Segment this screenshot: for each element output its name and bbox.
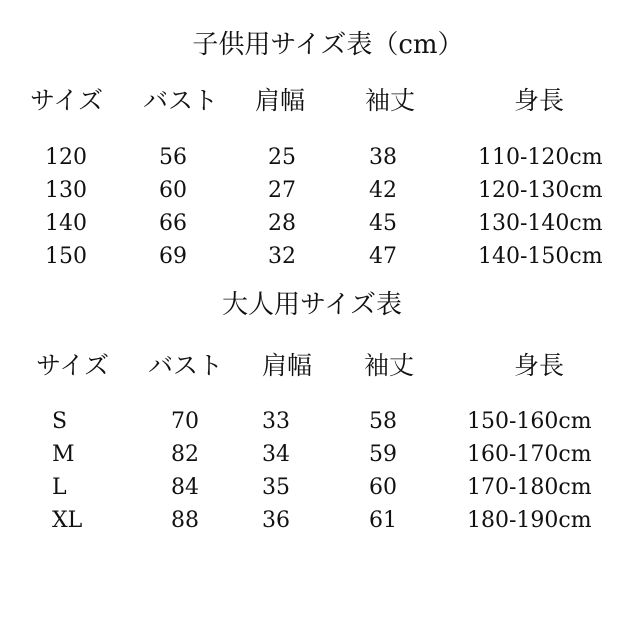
kids-header-size: サイズ: [30, 86, 104, 115]
adult-cell-sleeve: 58: [369, 409, 397, 434]
kids-cell-sleeve: 38: [369, 145, 397, 170]
adult-cell-bust: 70: [171, 409, 199, 434]
kids-header-sleeve: 袖丈: [365, 86, 416, 115]
kids-cell-size: 150: [45, 244, 87, 269]
adult-table-title: 大人用サイズ表: [222, 290, 402, 320]
adult-cell-size: M: [52, 442, 75, 467]
adult-cell-shoulder: 36: [262, 508, 290, 533]
kids-cell-size: 120: [45, 145, 87, 170]
kids-cell-shoulder: 27: [268, 178, 296, 203]
kids-cell-shoulder: 28: [268, 211, 296, 236]
adult-header-bust: バスト: [148, 351, 224, 380]
adult-cell-shoulder: 34: [262, 442, 290, 467]
kids-cell-sleeve: 47: [369, 244, 397, 269]
kids-header-bust: バスト: [143, 86, 219, 115]
adult-cell-sleeve: 59: [369, 442, 397, 467]
adult-header-sleeve: 袖丈: [364, 351, 415, 380]
kids-cell-size: 130: [45, 178, 87, 203]
adult-cell-bust: 82: [171, 442, 199, 467]
kids-cell-bust: 60: [159, 178, 187, 203]
adult-header-shoulder: 肩幅: [262, 351, 313, 380]
adult-cell-height: 150-160cm: [467, 409, 592, 434]
adult-header-size: サイズ: [36, 351, 110, 380]
adult-cell-bust: 88: [171, 508, 199, 533]
kids-header-shoulder: 肩幅: [255, 86, 306, 115]
adult-cell-height: 180-190cm: [467, 508, 592, 533]
kids-cell-height: 120-130cm: [478, 178, 603, 203]
adult-cell-sleeve: 60: [369, 475, 397, 500]
kids-cell-sleeve: 42: [369, 178, 397, 203]
kids-cell-shoulder: 32: [268, 244, 296, 269]
kids-cell-bust: 69: [159, 244, 187, 269]
kids-cell-sleeve: 45: [369, 211, 397, 236]
kids-cell-height: 110-120cm: [478, 145, 603, 170]
kids-cell-height: 130-140cm: [478, 211, 603, 236]
adult-header-height: 身長: [514, 351, 565, 380]
kids-table-title: 子供用サイズ表（cm）: [192, 30, 464, 60]
kids-header-height: 身長: [514, 86, 565, 115]
adult-cell-size: S: [52, 409, 68, 434]
adult-cell-height: 160-170cm: [467, 442, 592, 467]
adult-cell-shoulder: 35: [262, 475, 290, 500]
adult-cell-bust: 84: [171, 475, 199, 500]
kids-cell-bust: 56: [159, 145, 187, 170]
adult-cell-size: XL: [52, 508, 83, 533]
adult-cell-height: 170-180cm: [467, 475, 592, 500]
kids-cell-bust: 66: [159, 211, 187, 236]
kids-cell-shoulder: 25: [268, 145, 296, 170]
kids-cell-size: 140: [45, 211, 87, 236]
adult-cell-sleeve: 61: [369, 508, 397, 533]
kids-cell-height: 140-150cm: [478, 244, 603, 269]
adult-cell-size: L: [52, 475, 67, 500]
adult-cell-shoulder: 33: [262, 409, 290, 434]
